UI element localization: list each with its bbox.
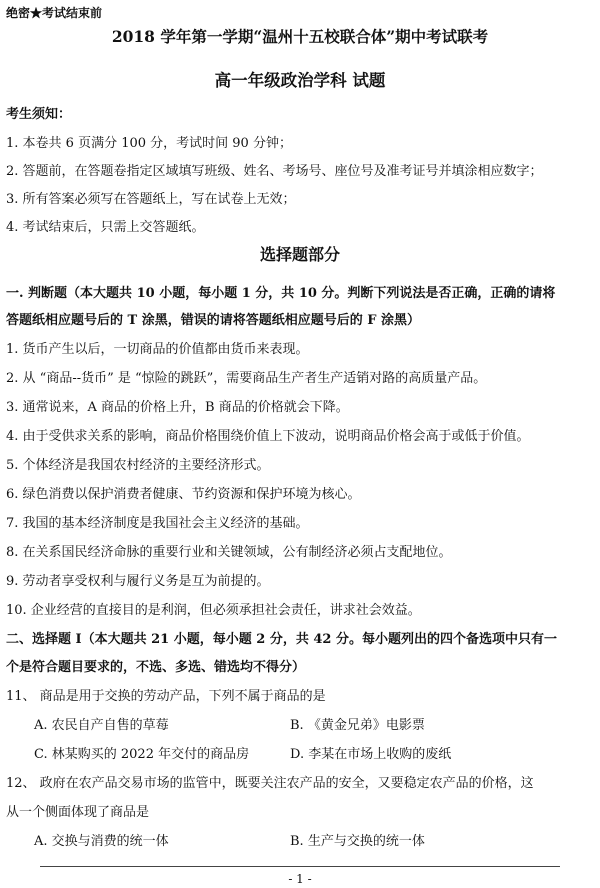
judgment-item: 6. 绿色消费以保护消费者健康、节约资源和保护环境为核心。 (6, 487, 361, 502)
notice-item: 2. 答题前，在答题卷指定区域填写班级、姓名、考场号、座位号及准考证号并填涂相应数字； (6, 164, 543, 179)
judgment-item: 5. 个体经济是我国农村经济的主要经济形式。 (6, 458, 270, 473)
judgment-item: 7. 我国的基本经济制度是我国社会主义经济的基础。 (6, 516, 309, 531)
part2-instruction: 个是符合题目要求的，不选、多选、错选均不得分） (6, 660, 306, 675)
exam-subtitle: 高一年级政治学科 试题 (214, 71, 386, 90)
part1-instruction: 答题纸相应题号后的 T 涂黑，错误的请将答题纸相应题号后的 F 涂黑） (6, 313, 421, 328)
judgment-item: 2. 从 “商品--货币” 是 “惊险的跳跃”，需要商品生产者生产适销对路的高质量产品。 (6, 371, 487, 386)
notice-item: 1. 本卷共 6 页满分 100 分，考试时间 90 分钟； (6, 136, 292, 151)
notice-heading: 考生须知： (6, 107, 72, 122)
question-11-stem: 11、 商品是用于交换的劳动产品，下列不属于商品的是 (6, 689, 326, 704)
notice-item: 3. 所有答案必须写在答题纸上，写在试卷上无效； (6, 192, 296, 207)
judgment-item: 4. 由于受供求关系的影响，商品价格围绕价值上下波动，说明商品价格会高于或低于价值。 (6, 429, 530, 444)
exam-title: 2018 学年第一学期“温州十五校联合体”期中考试联考 (111, 27, 489, 46)
footer-divider (40, 866, 560, 867)
page-number: - 1 - (288, 872, 312, 886)
judgment-item: 3. 通常说来，A 商品的价格上升，B 商品的价格就会下降。 (6, 400, 349, 415)
option-a: A. 交换与消费的统一体 (34, 834, 169, 849)
judgment-item: 8. 在关系国民经济命脉的重要行业和关键领域，公有制经济必须占支配地位。 (6, 545, 452, 560)
section-title: 选择题部分 (259, 245, 340, 264)
confidential-mark: 绝密★考试结束前 (6, 6, 103, 20)
part2-instruction: 二、选择题 I（本大题共 21 小题，每小题 2 分，共 42 分。每小题列出的四个备选项中只有一 (6, 632, 557, 647)
judgment-item: 10. 企业经营的直接目的是利润，但必须承担社会责任，讲求社会效益。 (6, 603, 421, 618)
option-b: B. 生产与交换的统一体 (290, 834, 425, 849)
option-c: C. 林某购买的 2022 年交付的商品房 (34, 747, 250, 762)
question-12-stem: 12、 政府在农产品交易市场的监管中，既要关注农产品的安全，又要稳定农产品的价格，这 (6, 776, 534, 791)
option-b: B. 《黄金兄弟》电影票 (290, 718, 425, 733)
judgment-item: 9. 劳动者享受权利与履行义务是互为前提的。 (6, 574, 270, 589)
option-a: A. 农民自产自售的草莓 (34, 718, 169, 733)
judgment-item: 1. 货币产生以后，一切商品的价值都由货币来表现。 (6, 342, 309, 357)
notice-item: 4. 考试结束后，只需上交答题纸。 (6, 220, 205, 235)
option-d: D. 李某在市场上收购的废纸 (290, 747, 452, 762)
part1-instruction: 一. 判断题（本大题共 10 小题，每小题 1 分，共 10 分。判断下列说法是否正确，正确的请将 (6, 286, 556, 301)
question-12-stem: 从一个侧面体现了商品是 (6, 805, 150, 820)
